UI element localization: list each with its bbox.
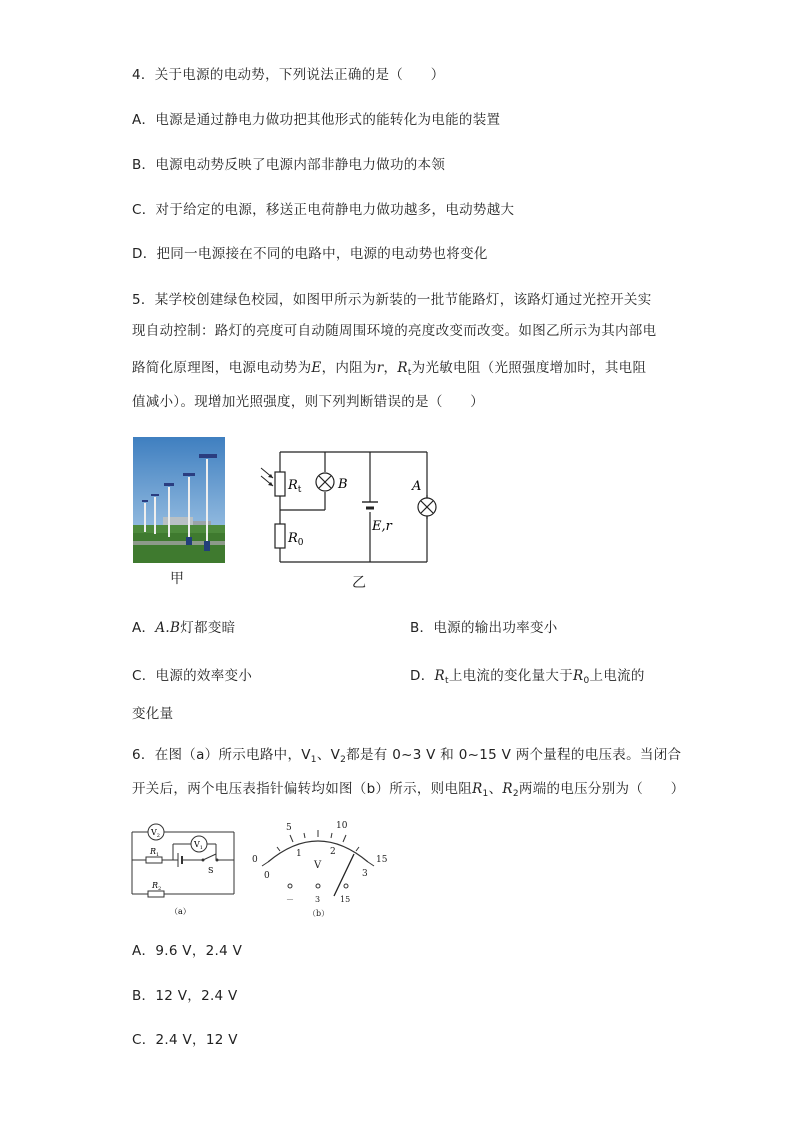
meter-unit: V [314,860,322,871]
figure-caption-yi: 乙 [352,575,366,591]
figure-caption-jia: 甲 [170,571,184,587]
voltmeter-dial-b [248,818,398,922]
caption-a: （a） [170,907,191,916]
q5-stem-line1: 5．某学校创建绿色校园，如图甲所示为新装的一批节能路灯，该路灯通过光控开关实 [132,292,652,308]
svg-text:V2: $V_2$ [151,828,160,839]
svg-text:S: S [208,866,214,875]
scale-outer-10: 10 [336,821,348,831]
meter-needle [334,854,354,896]
q5-stem-line3: 路简化原理图，电源电动势为E，内阻为r，$R_t$为光敏电阻（光照强度增加时，其电阻 [132,360,647,378]
q4-option-a[interactable]: A．电源是通过静电力做功把其他形式的能转化为电能的装置 [132,112,501,128]
scale-inner-0: 0 [264,871,270,881]
scale-inner-1: 1 [296,849,302,859]
scale-outer-0: 0 [252,855,258,865]
q6-option-b[interactable]: B．12 V，2.4 V [132,988,238,1004]
scale-outer-15: 15 [376,855,388,865]
q5-stem-line4: 值减小）。现增加光照强度，则下列判断错误的是（ ） [132,394,485,410]
label-rt: $R_t$ [288,478,302,495]
lamp-a-icon [418,498,436,516]
caption-b: （b） [308,909,330,918]
q5-option-a[interactable]: A．A.B灯都变暗 [132,620,236,636]
voltmeter-v1-icon [191,836,207,852]
q4-option-b[interactable]: B．电源电动势反映了电源内部非静电力做功的本领 [132,157,446,173]
voltmeter-v2-icon [148,824,164,840]
terminal-minus [288,884,292,888]
battery-icon [178,853,182,867]
q4-option-d[interactable]: D．把同一电源接在不同的电路中，电源的电动势也将变化 [132,246,488,262]
label-r1: $R_1$ [150,847,160,858]
q6-option-a[interactable]: A．9.6 V，2.4 V [132,943,243,959]
svg-text:15: 15 [340,895,351,904]
svg-text:－: － [286,895,294,904]
q5-option-c[interactable]: C．电源的效率变小 [132,668,253,684]
scale-inner-2: 2 [330,847,336,857]
q5-stem-line2: 现自动控制：路灯的亮度可自动随周围环境的亮度改变而改变。如图乙所示为其内部电 [132,323,657,339]
q4-option-c[interactable]: C．对于给定的电源，移送正电荷静电力做功越多，电动势越大 [132,202,515,218]
circuit-diagram-a [128,820,240,920]
q5-option-d-continued: 变化量 [132,706,174,722]
street-lamp-photo [133,437,225,563]
q4-stem: 4．关于电源的电动势，下列说法正确的是（ ） [132,67,445,83]
q6-stem-line2: 开关后，两个电压表指针偏转均如图（b）所示，则电阻$R_1$、$R_2$两端的电压分别为（ ） [132,781,685,799]
svg-text:3: 3 [315,895,321,904]
label-r2: $R_2$ [152,881,162,892]
resistor-r0 [275,524,285,548]
resistor-rt [275,472,285,496]
scale-inner-3: 3 [362,869,368,879]
lamp-b-icon [316,473,334,491]
scale-outer-5: 5 [286,823,292,833]
q6-stem-line1: 6．在图（a）所示电路中，$V_1$、$V_2$都是有 0~3 V 和 0~15 V 两个量程的电压表。当闭合 [132,747,682,765]
terminal-3 [316,884,320,888]
label-er: E,r [372,519,392,534]
battery-icon [362,502,378,508]
label-r0: $R_0$ [288,531,304,548]
terminal-15 [344,884,348,888]
label-a: A [412,479,422,494]
q5-option-b[interactable]: B．电源的输出功率变小 [410,620,558,636]
resistor-r2 [148,891,164,897]
resistor-r1 [146,857,162,863]
label-b: B [338,477,348,492]
circuit-diagram-yi [255,440,440,580]
q6-option-c[interactable]: C．2.4 V，12 V [132,1032,238,1048]
q5-option-d[interactable]: D．$R_t$上电流的变化量大于$R_0$上电流的 [410,668,645,686]
svg-text:V1: $V_1$ [194,840,203,851]
